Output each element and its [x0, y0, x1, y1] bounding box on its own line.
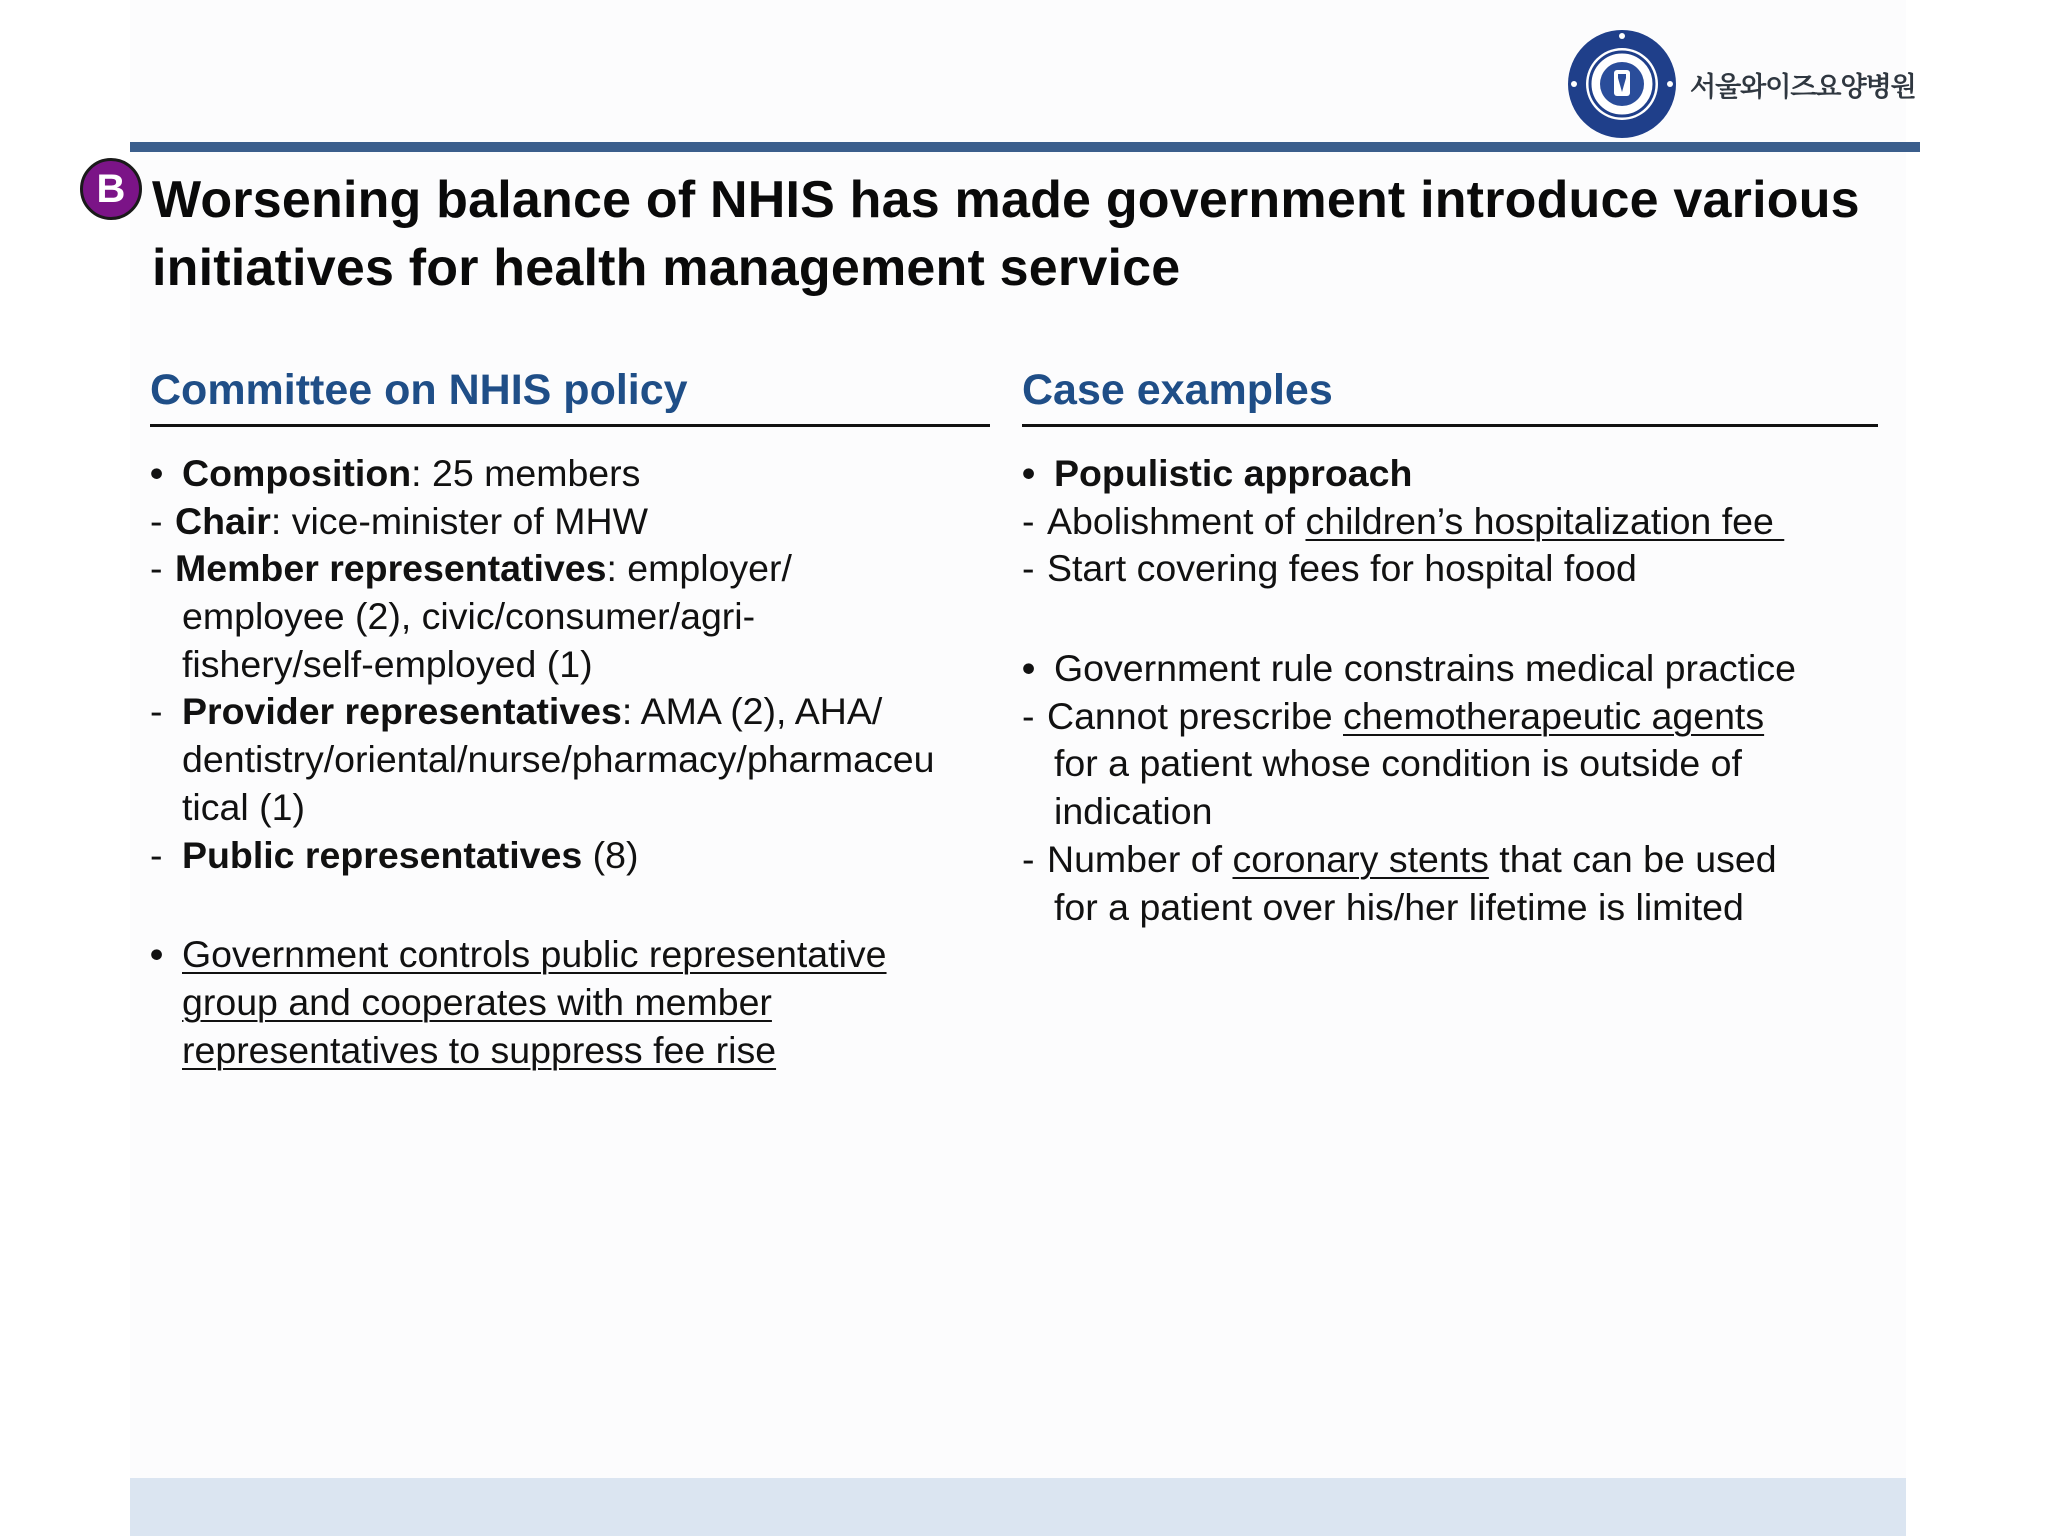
section-badge: B: [80, 158, 142, 220]
hospital-food-item: - Start covering fees for hospital food: [1022, 547, 1637, 590]
chair-label: Chair: [175, 499, 271, 542]
stents-underlined: coronary stents: [1232, 837, 1489, 880]
stents-item-cont: for a patient over his/her lifetime is limited: [1054, 885, 1744, 928]
government-line-2: group and cooperates with member: [182, 980, 772, 1023]
hospital-food-text: Start covering fees for hospital food: [1047, 547, 1637, 590]
bullet-icon: •: [150, 933, 164, 976]
government-line-1: Government controls public representative: [182, 933, 887, 976]
footer-band: [130, 1478, 1906, 1536]
composition-label: Composition: [182, 452, 412, 494]
header-rule: [130, 142, 1920, 152]
prescribe-item-cont-2: indication: [1054, 790, 1213, 833]
member-value: : employer/: [606, 547, 792, 590]
bullet-icon: •: [1022, 647, 1036, 690]
prescribe-item: - Cannot prescribe chemotherapeutic agents: [1022, 694, 1765, 737]
bullet-icon: •: [1022, 452, 1036, 494]
populistic-item: [1022, 450, 1902, 498]
public-value: (8): [582, 833, 639, 876]
slide-title: [152, 166, 1912, 302]
case-examples-heading-rule: [1022, 424, 1878, 427]
stents-item: - Number of coronary stents that can be used: [1022, 837, 1777, 880]
government-line-3: representatives to suppress fee rise: [182, 1028, 777, 1071]
title-line-1: Worsening balance of NHIS has made government introduce various: [152, 171, 1860, 229]
case-examples-list: [1022, 450, 1902, 931]
stents-suffix: that can be used: [1488, 837, 1777, 880]
prescribe-prefix: Cannot prescribe: [1047, 694, 1343, 737]
government-rule-item: [1022, 645, 1902, 693]
government-item: [150, 931, 995, 979]
title-line-2: initiatives for health management service: [152, 239, 1181, 297]
provider-value: : AMA (2), AHA/: [621, 690, 883, 733]
hospital-logo: [1566, 28, 1916, 140]
committee-heading: Committee on NHIS policy: [150, 366, 688, 414]
member-label: Member representatives: [175, 547, 607, 590]
case-examples-heading: Case examples: [1022, 366, 1333, 414]
populistic-label: Populistic approach: [1054, 452, 1413, 494]
member-item-cont-2: fishery/self-employed (1): [182, 642, 593, 685]
hospital-name: 서울와이즈요양병원: [1690, 71, 1916, 103]
university-seal-icon: [1566, 28, 1678, 140]
committee-list: [150, 450, 995, 1074]
public-label: Public representatives: [182, 833, 583, 876]
composition-value: : 25 members: [411, 452, 641, 494]
abolishment-item: - Abolishment of children’s hospitalization fee: [1022, 499, 1785, 542]
chair-value: : vice-minister of MHW: [270, 499, 648, 542]
prescribe-underlined: chemotherapeutic agents: [1343, 694, 1765, 737]
provider-item-cont-1: dentistry/oriental/nurse/pharmacy/pharmaceu: [182, 738, 935, 781]
abolishment-underlined: children’s hospitalization fee: [1305, 499, 1785, 542]
chair-item: - Chair: vice-minister of MHW: [150, 499, 648, 542]
government-rule-text: Government rule constrains medical practice: [1054, 647, 1796, 690]
public-item: - Public representatives (8): [150, 833, 639, 876]
composition-item: [150, 450, 995, 498]
abolishment-prefix: Abolishment of: [1047, 499, 1306, 542]
provider-item: - Provider representatives: AMA (2), AHA/: [150, 690, 883, 733]
member-item-cont-1: employee (2), civic/consumer/agri-: [182, 595, 756, 638]
member-item: - Member representatives: employer/: [150, 547, 792, 590]
committee-heading-rule: [150, 424, 990, 427]
provider-label: Provider representatives: [182, 690, 622, 733]
provider-item-cont-2: tical (1): [182, 785, 305, 828]
bullet-icon: •: [150, 452, 164, 494]
prescribe-item-cont-1: for a patient whose condition is outside of: [1054, 742, 1742, 785]
stents-prefix: Number of: [1047, 837, 1233, 880]
